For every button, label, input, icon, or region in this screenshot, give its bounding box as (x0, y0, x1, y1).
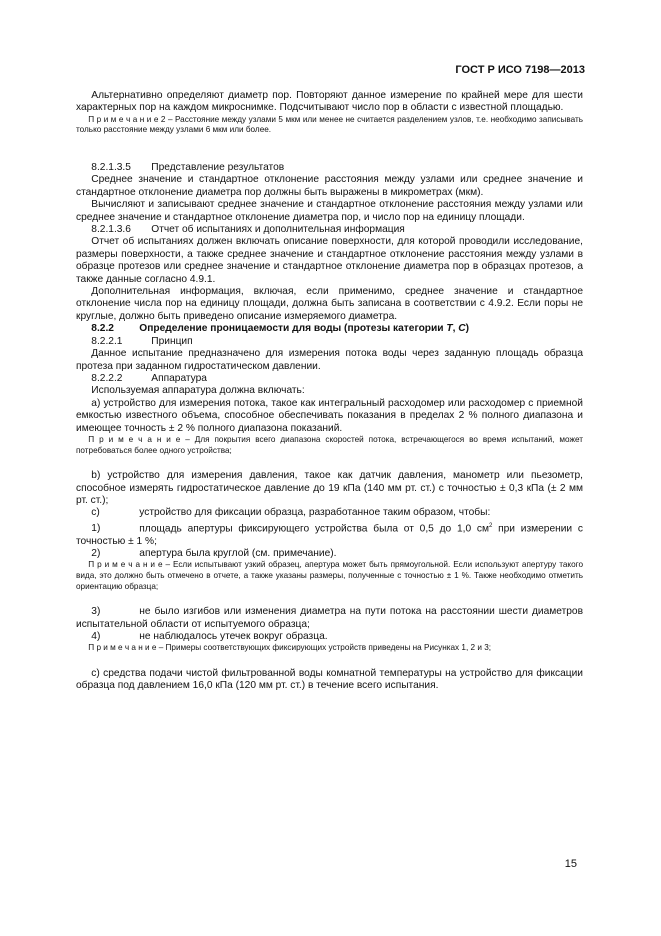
spacer (76, 136, 583, 162)
paragraph: Используемая аппаратура должна включать: (91, 385, 305, 397)
page-content (76, 90, 583, 693)
paragraph: Дополнительная информация, включая, если применимо, среднее значение и стандартное отклонение числа пор на единицу площади, должна быть записана в соответствии с 4.9.2. Если поры не круглые, должно быть приведено описание измеряемого диаметра. (76, 286, 583, 322)
spacer (76, 592, 583, 606)
spacer (76, 456, 583, 470)
paragraph: Альтернативно определяют диаметр пор. Повторяют данное измерение по крайней мере для шести характерных пор на каждом микроснимке. Подсчитывают число пор в области с известной площадью. (76, 90, 583, 114)
paragraph: Данное испытание предназначено для измерения потока воды через заданную площадь образца протеза при заданном гидростатическом давлении. (76, 348, 583, 372)
paragraph: Отчет об испытаниях должен включать описание поверхности, для которой проводили исследование, размеры поверхности, а также среднее значение и стандартное отклонение расстояния между узлами в образце протезов или среднее значение и стандартное отклонение диаметра пор в образцах протезов, а также данные согласно 4.9.1. (76, 236, 583, 285)
section-heading: 8.2.1.3.6 Отчет об испытаниях и дополнительная информация (91, 224, 405, 236)
section-heading: 8.2.1.3.5 Представление результатов (91, 162, 285, 173)
section-heading: 8.2.2.1 Принцип (91, 335, 193, 347)
note: П р и м е ч а н и е – Примеры соответствующих фиксирующих устройств приведены на Рисунках 1, 2 и 3; (88, 643, 492, 653)
list-item-c2: 2) апертура была круглой (см. примечание). (91, 547, 337, 559)
section-heading-bold: 8.2.2 Определение проницаемости для воды (протезы категории T, C) (91, 323, 470, 335)
list-item-c4: 4) не наблюдалось утечек вокруг образца. (91, 630, 328, 642)
note: П р и м е ч а н и е – Если испытывают узкий образец, апертура может быть прямоугольной. Если используют апертуру такого вида, это должно быть отмечено в отчете, а также указаны размеры, полученные с точностью ± 1 %. Также необходимо отметить ориентацию образца; (76, 560, 583, 591)
list-item-c1: 1) площадь апертуры фиксирующего устройства была от 0,5 до 1,0 $см^2$ при измерении с точностью ± 1 %; (76, 522, 583, 547)
list-item-c3: 3) не было изгибов или изменения диаметра на пути потока на расстоянии шести диаметров испытательной области от испытуемого образца; (76, 606, 583, 630)
note: П р и м е ч а н и е – Для покрытия всего диапазона скоростей потока, встречающегося во время испытаний, может потребоваться более одного устройства; (76, 434, 583, 455)
list-item-b: b) устройство для измерения давления, такое как датчик давления, манометр или пьезометр, способное измерять гидростатическое давление до 19 кПа (140 мм рт. ст.) с точностью ± 0,3 кПа (± 2 мм рт. ст.); (76, 470, 583, 506)
page-number: 15 (564, 858, 577, 870)
paragraph: Вычисляют и записывают среднее значение и стандартное отклонение расстояния между узлами или среднее значение и стандартное отклонение диаметра пор, и число пор на единицу площади. (76, 199, 583, 223)
note: П р и м е ч а н и е 2 – Расстояние между узлами 5 мкм или менее не считается разделением узлов, т.е. необходимо записывать только расстояние между узлами 6 мкм или более. (76, 114, 583, 135)
list-item-a: а) устройство для измерения потока, такое как интегральный расходомер или расходомер с приемной емкостью известного объема, способное обеспечивать показания в пределах 2 % полного диапазона и имеющее точность ± 2 % полного диапазона показаний. (76, 397, 583, 434)
paragraph: Среднее значение и стандартное отклонение расстояния между узлами или среднее значение и стандартное отклонение диаметра пор должны быть выражены в микрометрах (мкм). (76, 174, 583, 198)
list-item-c: c) устройство для фиксации образца, разработанное таким образом, чтобы: (91, 507, 491, 519)
spacer (76, 654, 583, 668)
standard-header: ГОСТ Р ИСО 7198—2013 (455, 64, 585, 76)
section-heading: 8.2.2.2 Аппаратура (91, 372, 207, 384)
list-item-c-water: c) средства подачи чистой фильтрованной воды комнатной температуры на устройство для фиксации образца под давлением 16,0 кПа (120 мм рт. ст.) в течение всего испытания. (76, 667, 583, 692)
